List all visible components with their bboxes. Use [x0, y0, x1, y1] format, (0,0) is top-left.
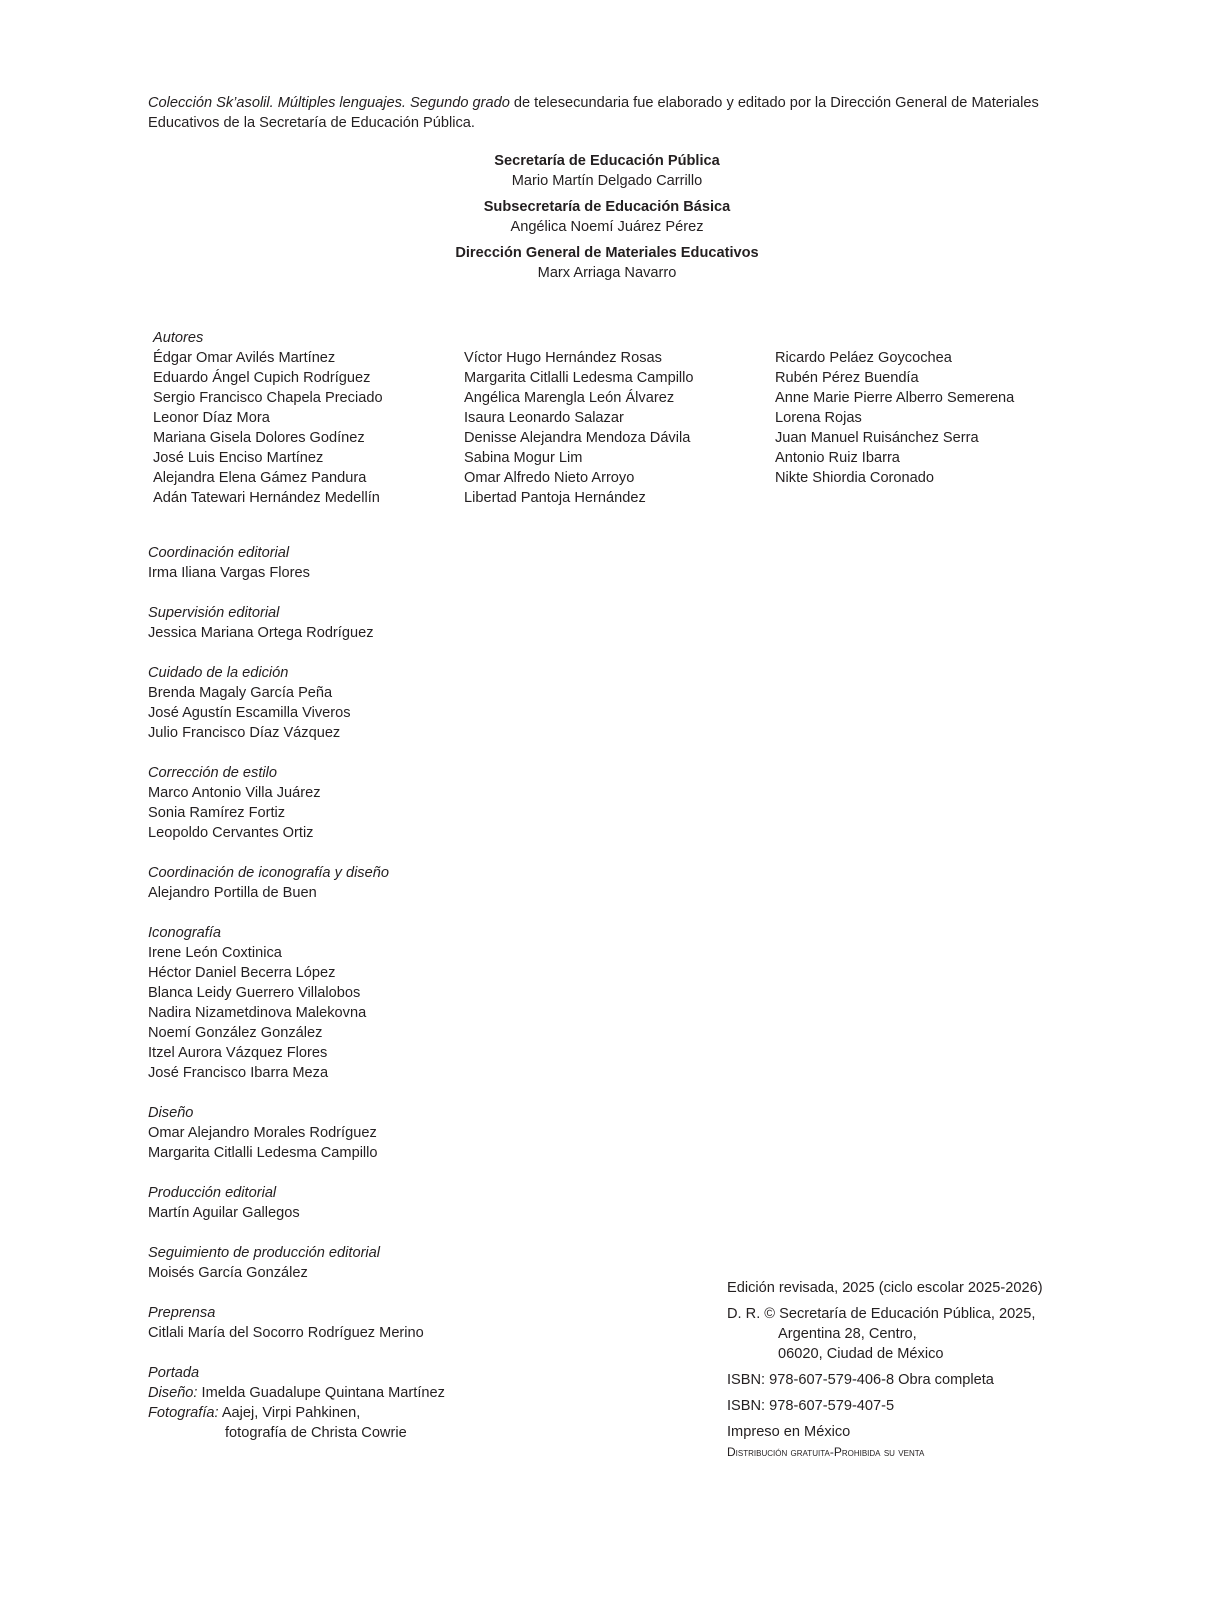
credit-iconografia — [148, 923, 668, 1083]
credit-coordinacion-editorial — [148, 543, 668, 583]
credit-name: Marco Antonio Villa Juárez — [148, 785, 321, 801]
edition-note: Edición revisada, 2025 (ciclo escolar 2025-2026) — [727, 1280, 1043, 1296]
author-name: Angélica Marengla León Álvarez — [464, 390, 675, 406]
portada-photo-names-2: fotografía de Christa Cowrie — [225, 1425, 407, 1441]
credit-name: Citlali María del Socorro Rodríguez Merino — [148, 1325, 424, 1341]
author-name: Rubén Pérez Buendía — [775, 370, 919, 386]
author-name: Nikte Shiordia Coronado — [775, 470, 934, 486]
credit-name: Itzel Aurora Vázquez Flores — [148, 1045, 328, 1061]
credit-correccion-estilo — [148, 763, 668, 843]
credit-name: Leopoldo Cervantes Ortiz — [148, 825, 314, 841]
copyright-line: D. R. © Secretaría de Educación Pública, 2025, — [727, 1306, 1036, 1322]
official-person: Angélica Noemí Juárez Pérez — [510, 219, 704, 235]
credit-name: Irma Iliana Vargas Flores — [148, 565, 310, 581]
credit-name: Noemí González González — [148, 1025, 323, 1041]
author-name: Isaura Leonardo Salazar — [464, 410, 624, 426]
credit-name: Sonia Ramírez Fortiz — [148, 805, 286, 821]
credit-role: Corrección de estilo — [148, 765, 277, 781]
intro-paragraph — [148, 93, 1078, 133]
official-dgme — [0, 243, 1214, 283]
credit-name: Irene León Coxtinica — [148, 945, 282, 961]
author-name: Sergio Francisco Chapela Preciado — [153, 390, 383, 406]
credit-preprensa — [148, 1303, 668, 1343]
authors-label: Autores — [153, 330, 204, 346]
credit-name: Moisés García González — [148, 1265, 308, 1281]
credit-role: Diseño — [148, 1105, 194, 1121]
author-name: Ricardo Peláez Goycochea — [775, 350, 952, 366]
intro-text: de telesecundaria fue elaborado y editado por la Dirección General de Materiales Educativos de la Secretaría de Educación Pública. — [148, 95, 1039, 131]
portada-photo-line — [148, 1403, 668, 1423]
officials-block — [0, 151, 1214, 289]
author-name: Antonio Ruiz Ibarra — [775, 450, 900, 466]
official-person: Mario Martín Delgado Carrillo — [511, 173, 703, 189]
portada-design-line — [148, 1383, 668, 1403]
isbn-complete: ISBN: 978-607-579-406-8 Obra completa — [727, 1372, 994, 1388]
credit-name: Nadira Nizametdinova Malekovna — [148, 1005, 367, 1021]
authors-column-3 — [775, 348, 1014, 488]
credit-name: Jessica Mariana Ortega Rodríguez — [148, 625, 374, 641]
credit-role: Portada — [148, 1365, 200, 1381]
address-line-2: 06020, Ciudad de México — [778, 1346, 944, 1362]
author-name: Juan Manuel Ruisánchez Serra — [775, 430, 979, 446]
credit-role: Iconografía — [148, 925, 222, 941]
author-name: Sabina Mogur Lim — [464, 450, 583, 466]
credit-role: Coordinación editorial — [148, 545, 290, 561]
author-name: Libertad Pantoja Hernández — [464, 490, 646, 506]
credit-name: Margarita Citlalli Ledesma Campillo — [148, 1145, 378, 1161]
credit-name: Héctor Daniel Becerra López — [148, 965, 336, 981]
address-line-1: Argentina 28, Centro, — [778, 1326, 917, 1342]
author-name: José Luis Enciso Martínez — [153, 450, 324, 466]
author-name: Leonor Díaz Mora — [153, 410, 270, 426]
isbn-volume: ISBN: 978-607-579-407-5 — [727, 1398, 895, 1414]
official-seb — [0, 197, 1214, 237]
authors-column-1 — [153, 348, 383, 508]
credit-diseno — [148, 1103, 668, 1163]
credit-role: Producción editorial — [148, 1185, 277, 1201]
author-name: Eduardo Ángel Cupich Rodríguez — [153, 370, 371, 386]
author-name: Lorena Rojas — [775, 410, 862, 426]
credit-name: José Francisco Ibarra Meza — [148, 1065, 329, 1081]
portada-photo-names: Aajej, Virpi Pahkinen, — [218, 1405, 361, 1421]
author-name: Édgar Omar Avilés Martínez — [153, 350, 336, 366]
official-person: Marx Arriaga Navarro — [537, 265, 677, 281]
official-org: Secretaría de Educación Pública — [494, 153, 720, 169]
author-name: Margarita Citlalli Ledesma Campillo — [464, 370, 694, 386]
credit-role: Cuidado de la edición — [148, 665, 289, 681]
credit-name: Julio Francisco Díaz Vázquez — [148, 725, 341, 741]
authors-column-2 — [464, 348, 694, 508]
credit-name: José Agustín Escamilla Viveros — [148, 705, 351, 721]
credit-portada — [148, 1363, 668, 1443]
author-name: Anne Marie Pierre Alberro Semerena — [775, 390, 1015, 406]
legal-block — [727, 1278, 1187, 1462]
author-name: Omar Alfredo Nieto Arroyo — [464, 470, 635, 486]
copyright-block — [727, 1304, 1187, 1364]
credit-supervision-editorial — [148, 603, 668, 643]
official-sep — [0, 151, 1214, 191]
collection-title: Colección Sk’asolil. Múltiples lenguajes. Segundo grado — [148, 95, 510, 111]
credit-role: Supervisión editorial — [148, 605, 280, 621]
credits-list — [148, 543, 668, 1463]
credit-role: Coordinación de iconografía y diseño — [148, 865, 389, 881]
credit-role: Seguimiento de producción editorial — [148, 1245, 381, 1261]
credit-name: Blanca Leidy Guerrero Villalobos — [148, 985, 361, 1001]
credit-name: Alejandro Portilla de Buen — [148, 885, 317, 901]
author-name: Adán Tatewari Hernández Medellín — [153, 490, 380, 506]
credit-name: Martín Aguilar Gallegos — [148, 1205, 300, 1221]
printed-in: Impreso en México — [727, 1424, 851, 1440]
credit-coordinacion-iconografia — [148, 863, 668, 903]
credit-name: Brenda Magaly García Peña — [148, 685, 333, 701]
author-name: Denisse Alejandra Mendoza Dávila — [464, 430, 691, 446]
author-name: Mariana Gisela Dolores Godínez — [153, 430, 365, 446]
credit-seguimiento-produccion — [148, 1243, 668, 1283]
credit-cuidado-edicion — [148, 663, 668, 743]
credit-role: Preprensa — [148, 1305, 216, 1321]
portada-photo-label: Fotografía: — [148, 1405, 219, 1421]
credit-name: Omar Alejandro Morales Rodríguez — [148, 1125, 377, 1141]
author-name: Alejandra Elena Gámez Pandura — [153, 470, 367, 486]
credit-produccion-editorial — [148, 1183, 668, 1223]
author-name: Víctor Hugo Hernández Rosas — [464, 350, 662, 366]
portada-design-label: Diseño: — [148, 1385, 198, 1401]
official-org: Subsecretaría de Educación Básica — [483, 199, 731, 215]
distribution-notice: Distribución gratuita-Prohibida su venta — [727, 1445, 925, 1459]
portada-design-name: Imelda Guadalupe Quintana Martínez — [197, 1385, 445, 1401]
official-org: Dirección General de Materiales Educativos — [455, 245, 759, 261]
